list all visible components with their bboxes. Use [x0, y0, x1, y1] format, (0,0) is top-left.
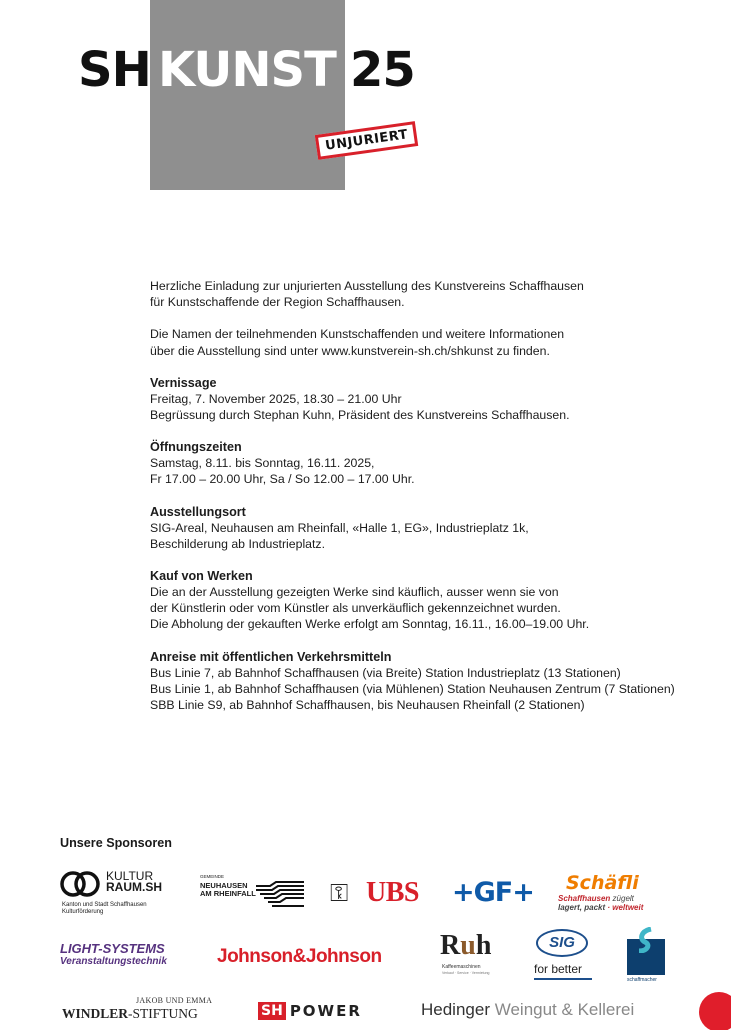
sponsor-windler-logo	[62, 996, 232, 1028]
sig-tagline: for better	[534, 962, 583, 976]
logo-kunst: KUNST	[158, 42, 336, 98]
section-line: SBB Linie S9, ab Bahnhof Schaffhausen, bis Neuhausen Rheinfall (2 Stationen)	[150, 698, 585, 713]
sponsor-schaefli-logo	[558, 872, 668, 916]
schaefli-line1: Schaffhausen zügelt	[558, 894, 634, 903]
sponsors-heading: Unsere Sponsoren	[60, 836, 172, 850]
info-line: über die Ausstellung sind unter www.kunstverein-sh.ch/shkunst zu finden.	[150, 343, 550, 358]
sponsor-sig-logo	[532, 929, 602, 981]
unjuriert-stamp: UNJURIERT	[315, 121, 419, 160]
sponsor-ubs-logo	[330, 875, 430, 911]
ubs-name: UBS	[366, 877, 419, 908]
section-line: Freitag, 7. November 2025, 18.30 – 21.00 Uhr	[150, 391, 402, 406]
waterfall-icon	[256, 878, 304, 912]
schaefli-line2: lagert, packt · weltweit	[558, 903, 644, 912]
sponsor-gf-logo: +GF+	[452, 877, 534, 908]
section-kauf	[150, 568, 720, 633]
windler-line2: WINDLER-STIFTUNG	[62, 1006, 198, 1021]
section-heading: Kauf von Werken	[150, 569, 253, 584]
invitation-text	[150, 278, 720, 729]
intro-line: Herzliche Einladung zur unjurierten Ausstellung des Kunstvereins Schaffhausen	[150, 279, 584, 293]
section-line: der Künstlerin oder vom Künstler als unverkäuflich gekennzeichnet wurden.	[150, 601, 561, 616]
sponsor-ruh-logo	[440, 930, 500, 982]
light-line2: Veranstaltungstechnik	[60, 956, 167, 967]
section-line: Bus Linie 1, ab Bahnhof Schaffhausen (via Mühlenen) Station Neuhausen Zentrum (7 Stationen)	[150, 681, 675, 696]
sig-name: SIG	[536, 929, 588, 957]
schaefli-name: Schäfli	[566, 872, 639, 894]
sig-underline	[534, 978, 592, 980]
sponsor-hedinger-logo	[421, 1000, 634, 1020]
sponsor-jj-logo: Johnson&Johnson	[217, 946, 382, 967]
swirl-icon	[633, 927, 659, 953]
light-line1: LIGHT-SYSTEMS	[60, 941, 165, 956]
sponsor-shpower-logo	[258, 1002, 362, 1022]
intro-line: für Kunstschaffende der Region Schaffhausen.	[150, 295, 405, 310]
red-dot	[699, 992, 731, 1030]
ruh-line1: Kaffeemaschinen	[442, 964, 481, 970]
section-line: Die Abholung der gekauften Werke erfolgt am Sonntag, 16.11., 16.00–19.00 Uhr.	[150, 617, 590, 632]
section-ausstellungsort	[150, 504, 720, 552]
section-line: Bus Linie 7, ab Bahnhof Schaffhausen (via Breite) Station Industrieplatz (13 Stationen)	[150, 665, 621, 680]
section-line: Samstag, 8.11. bis Sonntag, 16.11. 2025,	[150, 456, 375, 471]
section-vernissage	[150, 375, 720, 423]
section-line: Beschilderung ab Industrieplatz.	[150, 536, 325, 551]
sponsor-neuhausen-logo	[200, 874, 310, 914]
kultur-line1: KULTUR	[106, 869, 154, 883]
kultur-caption: Kanton und Stadt Schaffhausen Kulturförderung	[62, 902, 147, 915]
section-oeffnungszeiten	[150, 439, 720, 487]
section-line: SIG-Areal, Neuhausen am Rheinfall, «Halle 1, EG», Industrieplatz 1k,	[150, 520, 529, 535]
section-heading: Vernissage	[150, 375, 217, 390]
ubs-keys-icon: ⚿	[330, 879, 349, 907]
ruh-name: Ruh	[440, 930, 492, 961]
intro-paragraph	[150, 278, 720, 310]
section-heading: Öffnungszeiten	[150, 440, 242, 455]
section-line: Die an der Ausstellung gezeigten Werke sind käuflich, ausser wenn sie von	[150, 585, 559, 600]
hedinger-name: Hedinger	[421, 1000, 490, 1019]
schaffmacher-caption: schaffmacher	[627, 977, 657, 983]
section-heading: Anreise mit öffentlichen Verkehrsmitteln	[150, 649, 392, 664]
section-heading: Ausstellungsort	[150, 504, 246, 519]
section-anreise	[150, 649, 720, 714]
hedinger-rest: Weingut & Kellerei	[490, 1000, 635, 1019]
kultur-line2: RAUM.SH	[106, 880, 162, 894]
info-line: Die Namen der teilnehmenden Kunstschaffenden und weitere Informationen	[150, 327, 565, 342]
logo-year: 25	[350, 42, 415, 98]
sponsor-schaffmacher-logo	[627, 927, 667, 987]
sponsor-kulturraum-logo	[60, 868, 185, 918]
neuhausen-line1: NEUHAUSEN	[200, 881, 248, 890]
neuhausen-line2: AM RHEINFALL	[200, 889, 256, 898]
section-line: Fr 17.00 – 20.00 Uhr, Sa / So 12.00 – 17.00 Uhr.	[150, 472, 415, 487]
logo-sh: SH	[78, 42, 151, 98]
ruh-line2: Verkauf · Service · Vermietung	[442, 971, 490, 975]
shpower-sh: SH	[258, 1002, 286, 1020]
windler-line1: JAKOB UND EMMA	[136, 996, 213, 1005]
info-paragraph	[150, 326, 720, 358]
section-line: Begrüssung durch Stephan Kuhn, Präsident des Kunstvereins Schaffhausen.	[150, 408, 570, 423]
neuhausen-gemeinde: GEMEINDE	[200, 874, 225, 879]
rings-icon	[60, 870, 102, 898]
sponsor-light-systems-logo	[60, 941, 200, 968]
shpower-power: POWER	[289, 1002, 362, 1020]
